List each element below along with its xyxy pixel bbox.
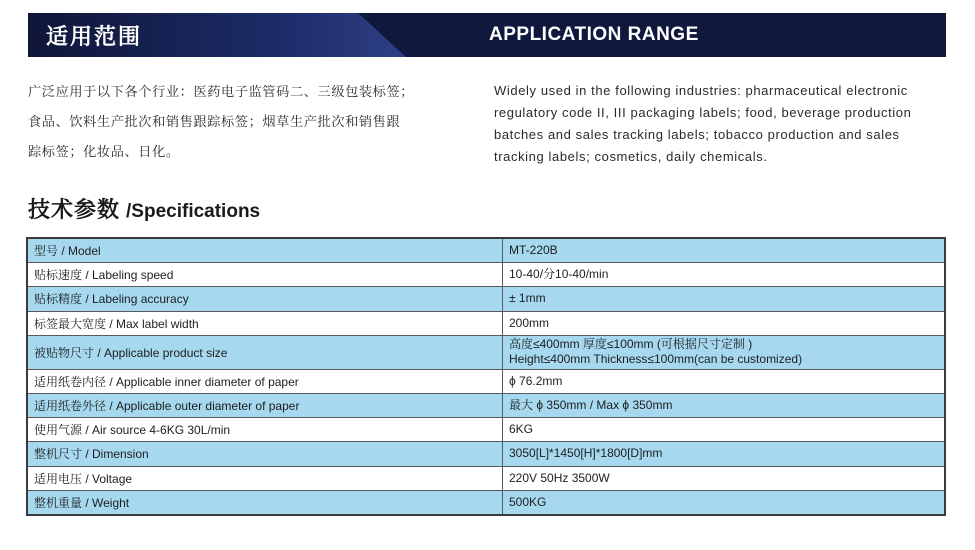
spec-label: 适用纸卷内径 / Applicable inner diameter of paper bbox=[27, 369, 503, 393]
spec-value-line: 高度≤400mm 厚度≤100mm (可根据尺寸定制 ) bbox=[509, 337, 753, 352]
spec-label: 标签最大宽度 / Max label width bbox=[27, 311, 503, 335]
banner-title-en: APPLICATION RANGE bbox=[489, 24, 699, 45]
table-row bbox=[27, 418, 945, 442]
spec-value: ϕ 76.2mm bbox=[503, 369, 946, 393]
spec-value: 200mm bbox=[503, 311, 946, 335]
table-row bbox=[27, 490, 945, 515]
specifications-table bbox=[26, 237, 946, 516]
table-row bbox=[27, 263, 945, 287]
table-row bbox=[27, 466, 945, 490]
spec-label: 型号 / Model bbox=[27, 238, 503, 263]
table-row bbox=[27, 442, 945, 466]
banner-title-cn: 适用范围 bbox=[46, 25, 143, 50]
specifications-heading bbox=[28, 193, 260, 224]
intro-en-line: Widely used in the following industries: pharmaceutical electronic bbox=[494, 83, 908, 98]
spec-title-en: /Specifications bbox=[126, 201, 261, 222]
intro-en-line: batches and sales tracking labels; tobacco production and sales bbox=[494, 127, 900, 142]
application-range-banner bbox=[28, 13, 946, 57]
table-row bbox=[27, 335, 945, 369]
spec-value: 500KG bbox=[503, 490, 946, 515]
spec-value: ± 1mm bbox=[503, 287, 946, 311]
intro-text-cn bbox=[28, 78, 468, 168]
spec-value-multiline bbox=[503, 335, 946, 369]
spec-value: 6KG bbox=[503, 418, 946, 442]
intro-cn-line: 食品、饮料生产批次和销售跟踪标签；烟草生产批次和销售跟 bbox=[28, 115, 401, 130]
intro-cn-line: 踪标签；化妆品、日化。 bbox=[28, 145, 180, 160]
table-row bbox=[27, 311, 945, 335]
spec-value: 10-40/分10-40/min bbox=[503, 263, 946, 287]
intro-en-line: tracking labels; cosmetics, daily chemicals. bbox=[494, 149, 768, 164]
table-row bbox=[27, 393, 945, 417]
intro-cn-line: 广泛应用于以下各个行业：医药电子监管码二、三级包装标签； bbox=[28, 85, 415, 100]
intro-text-en bbox=[494, 80, 944, 168]
spec-value: 220V 50Hz 3500W bbox=[503, 466, 946, 490]
table-row bbox=[27, 287, 945, 311]
spec-label: 贴标精度 / Labeling accuracy bbox=[27, 287, 503, 311]
spec-label: 整机尺寸 / Dimension bbox=[27, 442, 503, 466]
spec-value: 最大 ϕ 350mm / Max ϕ 350mm bbox=[503, 393, 946, 417]
spec-value: MT-220B bbox=[503, 238, 946, 263]
table-row bbox=[27, 238, 945, 263]
spec-label: 适用电压 / Voltage bbox=[27, 466, 503, 490]
spec-title-cn: 技术参数 bbox=[28, 198, 121, 223]
spec-label: 被贴物尺寸 / Applicable product size bbox=[27, 335, 503, 369]
intro-en-line: regulatory code II, III packaging labels; food, beverage production bbox=[494, 105, 912, 120]
spec-value: 3050[L]*1450[H]*1800[D]mm bbox=[503, 442, 946, 466]
spec-label: 适用纸卷外径 / Applicable outer diameter of paper bbox=[27, 393, 503, 417]
spec-label: 使用气源 / Air source 4-6KG 30L/min bbox=[27, 418, 503, 442]
spec-label: 贴标速度 / Labeling speed bbox=[27, 263, 503, 287]
spec-value-line: Height≤400mm Thickness≤100mm(can be customized) bbox=[509, 352, 803, 367]
spec-label: 整机重量 / Weight bbox=[27, 490, 503, 515]
table-row bbox=[27, 369, 945, 393]
